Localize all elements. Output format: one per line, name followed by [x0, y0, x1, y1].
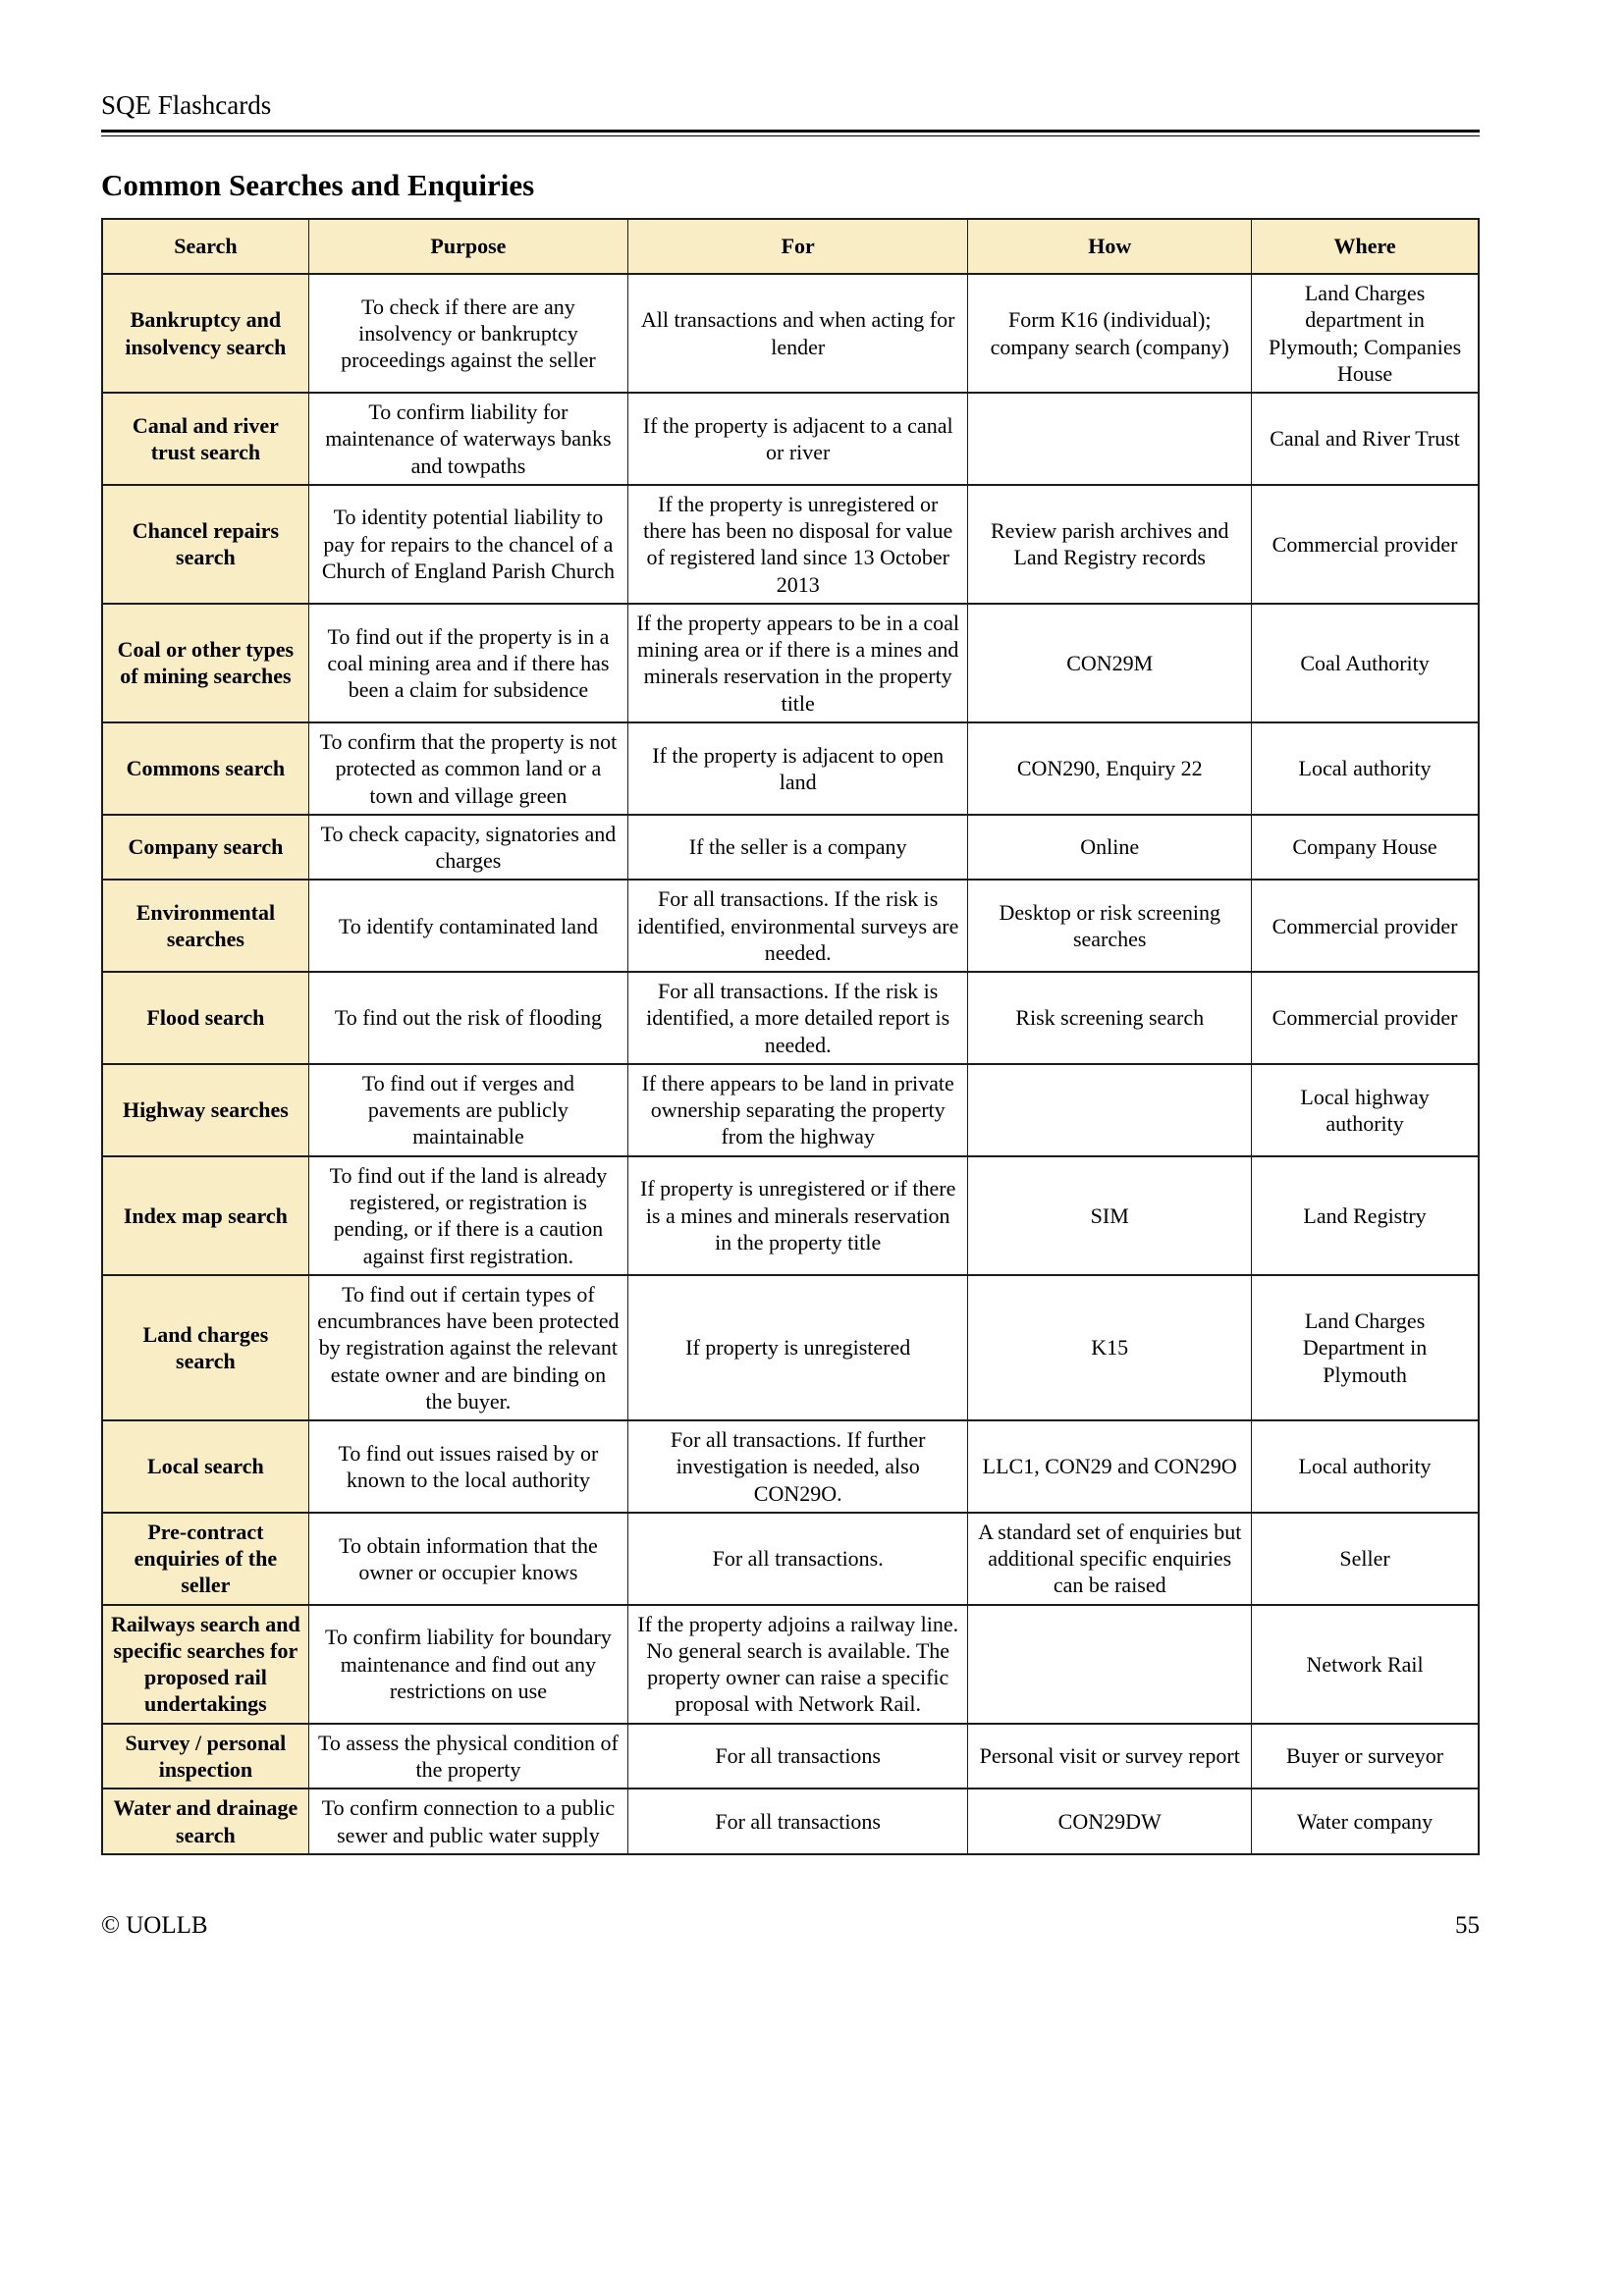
table-row	[102, 1275, 1479, 1420]
row-search-name: Commons search	[102, 722, 308, 815]
cell-purpose: To check if there are any insolvency or bankruptcy proceedings against the seller	[308, 274, 627, 393]
cell-how: K15	[968, 1275, 1252, 1420]
row-search-name: Chancel repairs search	[102, 485, 308, 604]
cell-purpose: To find out if certain types of encumbrances have been protected by registration against the relevant estate owner and are binding on the buyer.	[308, 1275, 627, 1420]
table-row	[102, 1064, 1479, 1156]
row-search-name: Index map search	[102, 1156, 308, 1275]
cell-for: For all transactions. If further investigation is needed, also CON29O.	[628, 1420, 968, 1513]
cell-purpose: To obtain information that the owner or occupier knows	[308, 1513, 627, 1605]
row-search-name: Bankruptcy and insolvency search	[102, 274, 308, 393]
table-row	[102, 722, 1479, 815]
cell-purpose: To identity potential liability to pay for repairs to the chancel of a Church of England Parish Church	[308, 485, 627, 604]
row-search-name: Railways search and specific searches for proposed rail undertakings	[102, 1605, 308, 1724]
cell-where: Network Rail	[1252, 1605, 1479, 1724]
cell-how: Online	[968, 815, 1252, 881]
page-title: Common Searches and Enquiries	[101, 168, 535, 202]
cell-where: Seller	[1252, 1513, 1479, 1605]
cell-purpose: To check capacity, signatories and charges	[308, 815, 627, 881]
cell-purpose: To identify contaminated land	[308, 880, 627, 972]
table-row	[102, 1156, 1479, 1275]
cell-how: CON290, Enquiry 22	[968, 722, 1252, 815]
cell-for: If property is unregistered or if there is a mines and minerals reservation in the property title	[628, 1156, 968, 1275]
copyright-text: © UOLLB	[101, 1911, 208, 1939]
cell-where: Canal and River Trust	[1252, 393, 1479, 485]
cell-how: Form K16 (individual); company search (company)	[968, 274, 1252, 393]
cell-for: If the property is adjacent to open land	[628, 722, 968, 815]
cell-where: Commercial provider	[1252, 485, 1479, 604]
row-search-name: Local search	[102, 1420, 308, 1513]
table-row	[102, 880, 1479, 972]
page-footer	[101, 1912, 1480, 1940]
cell-where: Land Charges department in Plymouth; Companies House	[1252, 274, 1479, 393]
cell-where: Land Registry	[1252, 1156, 1479, 1275]
cell-purpose: To find out issues raised by or known to the local authority	[308, 1420, 627, 1513]
cell-where: Company House	[1252, 815, 1479, 881]
header-rule-thick	[101, 130, 1480, 133]
row-search-name: Water and drainage search	[102, 1789, 308, 1854]
cell-for: If the property is adjacent to a canal or river	[628, 393, 968, 485]
row-search-name: Flood search	[102, 972, 308, 1064]
column-header-where: Where	[1252, 219, 1479, 274]
cell-for: For all transactions	[628, 1789, 968, 1854]
table-row	[102, 1513, 1479, 1605]
cell-for: If property is unregistered	[628, 1275, 968, 1420]
cell-how: Review parish archives and Land Registry records	[968, 485, 1252, 604]
row-search-name: Land charges search	[102, 1275, 308, 1420]
page-number: 55	[1455, 1911, 1480, 1939]
cell-where: Coal Authority	[1252, 604, 1479, 722]
cell-for: If the property appears to be in a coal mining area or if there is a mines and minerals reservation in the property title	[628, 604, 968, 722]
cell-how: Desktop or risk screening searches	[968, 880, 1252, 972]
table-header-row	[102, 219, 1479, 274]
row-search-name: Coal or other types of mining searches	[102, 604, 308, 722]
cell-where: Water company	[1252, 1789, 1479, 1854]
column-header-search: Search	[102, 219, 308, 274]
row-search-name: Environmental searches	[102, 880, 308, 972]
cell-for: For all transactions.	[628, 1513, 968, 1605]
cell-purpose: To assess the physical condition of the property	[308, 1724, 627, 1789]
table-row	[102, 1605, 1479, 1724]
cell-how: LLC1, CON29 and CON29O	[968, 1420, 1252, 1513]
cell-how: A standard set of enquiries but additional specific enquiries can be raised	[968, 1513, 1252, 1605]
cell-where: Local authority	[1252, 1420, 1479, 1513]
column-header-how: How	[968, 219, 1252, 274]
cell-purpose: To find out the risk of flooding	[308, 972, 627, 1064]
cell-where: Commercial provider	[1252, 972, 1479, 1064]
cell-how	[968, 1064, 1252, 1156]
row-search-name: Company search	[102, 815, 308, 881]
cell-for: If the property adjoins a railway line. No general search is available. The property owner can raise a specific proposal with Network Rail.	[628, 1605, 968, 1724]
table-row	[102, 1724, 1479, 1789]
cell-where: Land Charges Department in Plymouth	[1252, 1275, 1479, 1420]
cell-where: Local authority	[1252, 722, 1479, 815]
table-row	[102, 604, 1479, 722]
table-body	[102, 274, 1479, 1854]
row-search-name: Pre-contract enquiries of the seller	[102, 1513, 308, 1605]
cell-for: For all transactions. If the risk is identified, environmental surveys are needed.	[628, 880, 968, 972]
cell-purpose: To find out if verges and pavements are publicly maintainable	[308, 1064, 627, 1156]
cell-how: Risk screening search	[968, 972, 1252, 1064]
cell-for: If there appears to be land in private ownership separating the property from the highway	[628, 1064, 968, 1156]
cell-for: For all transactions	[628, 1724, 968, 1789]
cell-where: Buyer or surveyor	[1252, 1724, 1479, 1789]
cell-purpose: To find out if the land is already registered, or registration is pending, or if there is a caution against first registration.	[308, 1156, 627, 1275]
table-row	[102, 1789, 1479, 1854]
table-row	[102, 485, 1479, 604]
cell-purpose: To confirm connection to a public sewer and public water supply	[308, 1789, 627, 1854]
cell-how: CON29M	[968, 604, 1252, 722]
column-header-purpose: Purpose	[308, 219, 627, 274]
cell-for: For all transactions. If the risk is identified, a more detailed report is needed.	[628, 972, 968, 1064]
cell-purpose: To confirm liability for maintenance of waterways banks and towpaths	[308, 393, 627, 485]
cell-purpose: To confirm that the property is not protected as common land or a town and village green	[308, 722, 627, 815]
column-header-for: For	[628, 219, 968, 274]
cell-purpose: To confirm liability for boundary maintenance and find out any restrictions on use	[308, 1605, 627, 1724]
cell-for: All transactions and when acting for lender	[628, 274, 968, 393]
cell-purpose: To find out if the property is in a coal mining area and if there has been a claim for subsidence	[308, 604, 627, 722]
cell-how	[968, 1605, 1252, 1724]
cell-how: Personal visit or survey report	[968, 1724, 1252, 1789]
cell-how	[968, 393, 1252, 485]
table-row	[102, 393, 1479, 485]
table-row	[102, 972, 1479, 1064]
document-page	[101, 0, 1480, 1940]
cell-where: Local highway authority	[1252, 1064, 1479, 1156]
row-search-name: Highway searches	[102, 1064, 308, 1156]
cell-how: SIM	[968, 1156, 1252, 1275]
row-search-name: Canal and river trust search	[102, 393, 308, 485]
table-row	[102, 274, 1479, 393]
searches-table	[101, 218, 1480, 1855]
cell-where: Commercial provider	[1252, 880, 1479, 972]
table-head	[102, 219, 1479, 274]
cell-how: CON29DW	[968, 1789, 1252, 1854]
table-row	[102, 1420, 1479, 1513]
cell-for: If the seller is a company	[628, 815, 968, 881]
row-search-name: Survey / personal inspection	[102, 1724, 308, 1789]
page-header	[101, 90, 1480, 136]
header-rule-thin	[101, 135, 1480, 136]
running-head: SQE Flashcards	[101, 90, 272, 120]
table-row	[102, 815, 1479, 881]
cell-for: If the property is unregistered or there has been no disposal for value of registered land since 13 October 2013	[628, 485, 968, 604]
